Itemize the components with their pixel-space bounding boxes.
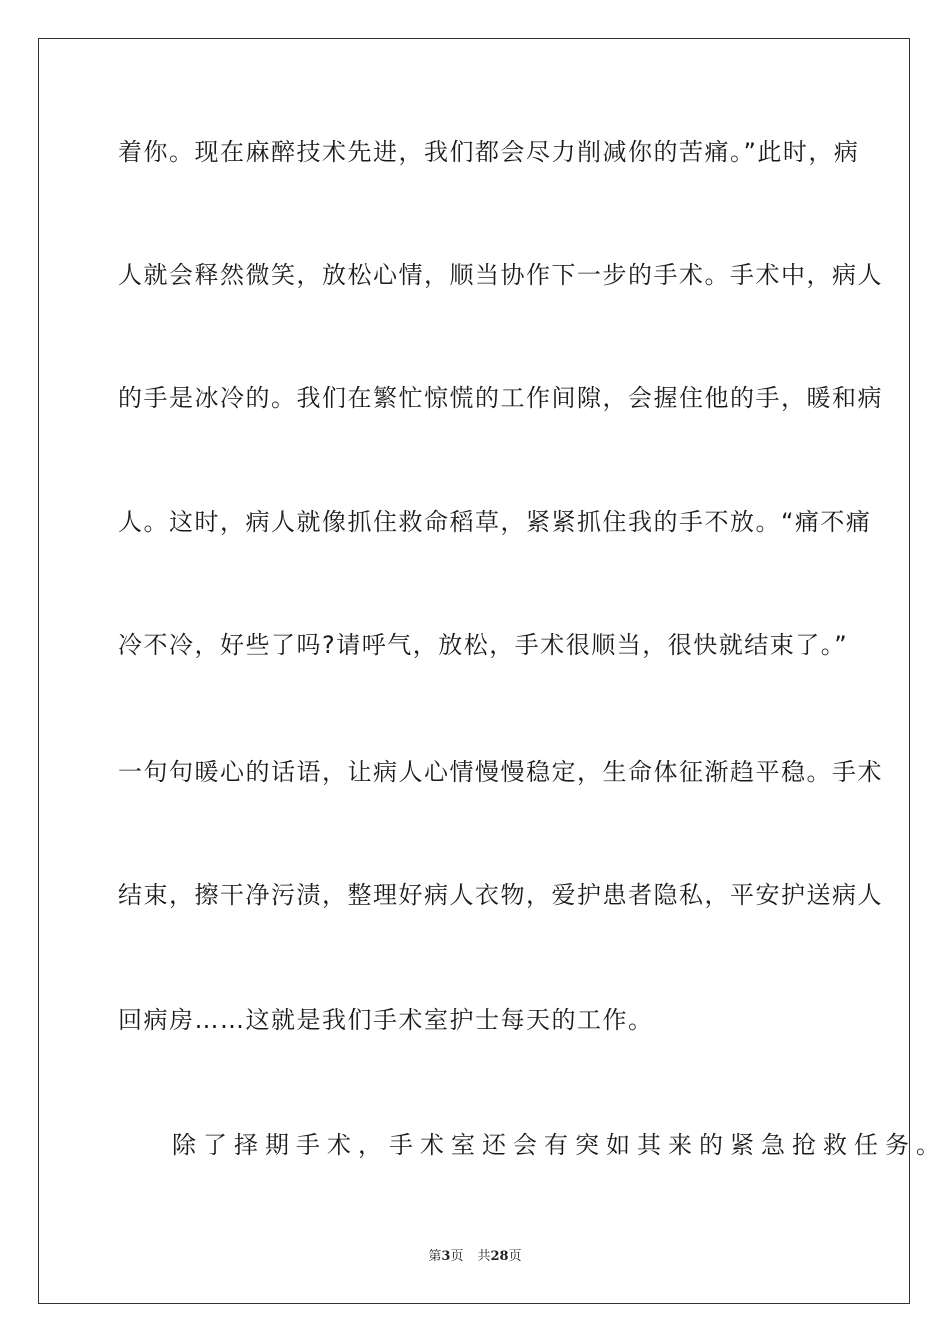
body-text-line: 回病房……这就是我们手术室护士每天的工作。: [118, 1006, 654, 1034]
body-text-line: 人就会释然微笑，放松心情，顺当协作下一步的手术。手术中，病人: [118, 261, 883, 289]
body-text-line: 人。这时，病人就像抓住救命稻草，紧紧抓住我的手不放。“痛不痛: [118, 508, 872, 536]
total-prefix: 共: [477, 1249, 491, 1264]
paragraph-first-line: 除了择期手术，手术室还会有突如其来的紧急抢救任务。: [172, 1131, 947, 1159]
body-text-line: 的手是冰冷的。我们在繁忙惊慌的工作间隙，会握住他的手，暖和病: [118, 384, 883, 412]
page-frame: [38, 38, 947, 1304]
page-suffix: 页: [450, 1249, 464, 1264]
body-text-line: 一句句暖心的话语，让病人心情慢慢稳定，生命体征渐趋平稳。手术: [118, 758, 883, 786]
page-prefix: 第: [428, 1249, 442, 1264]
page-footer: [0, 1249, 950, 1265]
total-suffix: 页: [508, 1249, 522, 1264]
page-number: 3: [441, 1249, 451, 1264]
body-text-line: 冷不冷，好些了吗?请呼气，放松，手术很顺当，很快就结束了。”: [118, 631, 849, 659]
total-pages: 28: [490, 1249, 509, 1264]
body-text-line: 着你。现在麻醉技术先进，我们都会尽力削减你的苦痛。”此时，病: [118, 138, 860, 166]
body-text-line: 结束，擦干净污渍，整理好病人衣物，爱护患者隐私，平安护送病人: [118, 881, 883, 909]
